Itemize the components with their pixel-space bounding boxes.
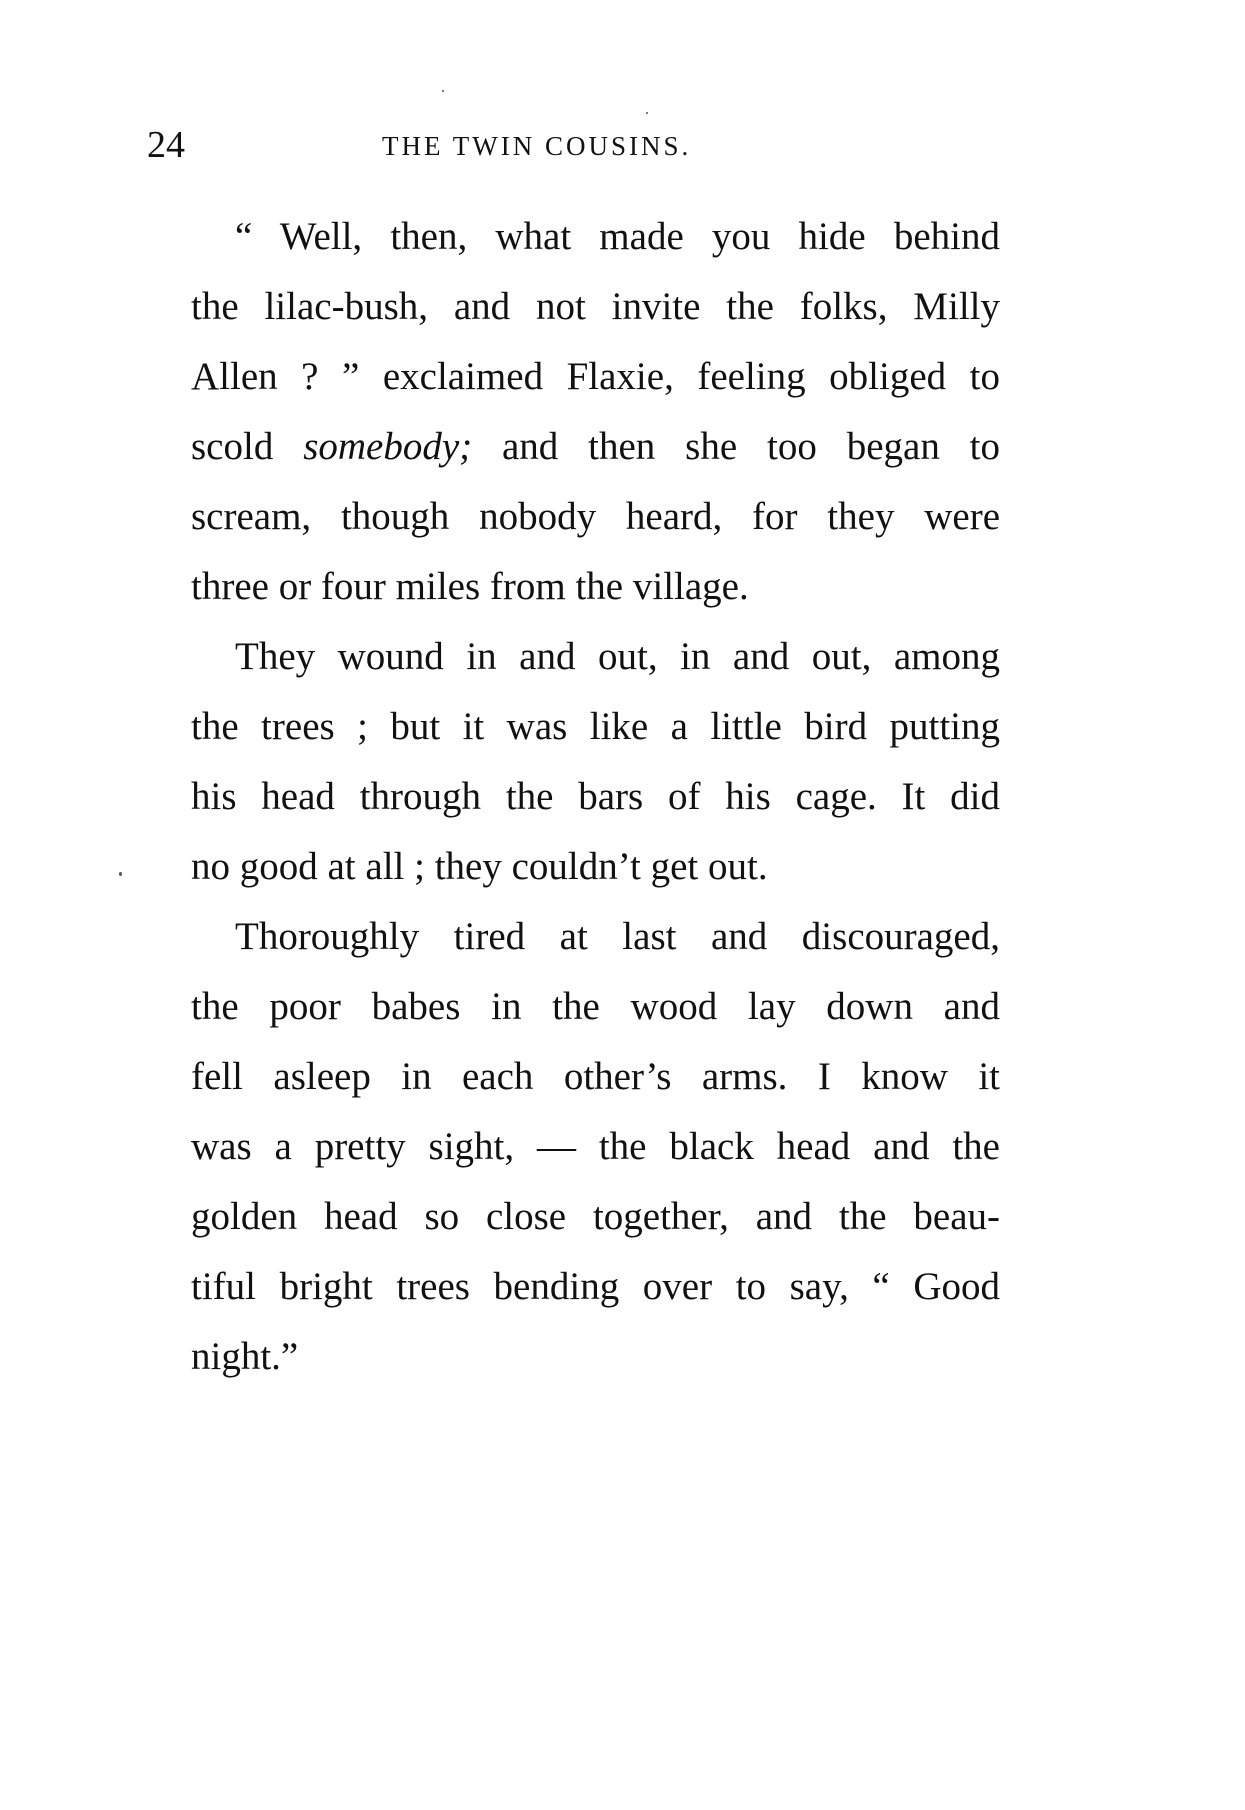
text-line: night.” — [191, 1335, 299, 1378]
text-line — [147, 412, 1000, 482]
print-speck — [119, 872, 122, 876]
text-run: and then she too began to — [472, 425, 1001, 468]
paragraph-3 — [147, 902, 1000, 1392]
text-line: They wound in and out, in and out, among — [235, 635, 1000, 678]
print-speck — [442, 90, 444, 92]
paragraph-2 — [147, 622, 1000, 902]
text-line: tiful bright trees bending over to say, “ Good — [191, 1265, 1000, 1308]
text-line: the lilac-bush, and not invite the folks, Milly — [191, 285, 1000, 328]
text-line: scream, though nobody heard, for they were — [191, 495, 1000, 538]
running-head — [147, 120, 1000, 170]
text-line: “ Well, then, what made you hide behind — [235, 215, 1000, 258]
text-line: his head through the bars of his cage. It did — [191, 775, 1000, 818]
text-line: golden head so close together, and the beau- — [191, 1195, 1000, 1238]
text-line: three or four miles from the village. — [191, 565, 749, 608]
running-title: THE TWIN COUSINS. — [382, 131, 692, 161]
paragraph-1 — [147, 202, 1000, 622]
text-line: Allen ? ” exclaimed Flaxie, feeling obliged to — [191, 355, 1000, 398]
text-line: fell asleep in each other’s arms. I know it — [191, 1055, 1000, 1098]
text-run: scold — [191, 425, 304, 468]
body-text — [147, 202, 1000, 1392]
text-line: was a pretty sight, — the black head and the — [191, 1125, 1000, 1168]
text-line: the trees ; but it was like a little bird putting — [191, 705, 1000, 748]
text-line: the poor babes in the wood lay down and — [191, 985, 1000, 1028]
page-number: 24 — [147, 124, 185, 166]
print-speck — [646, 112, 648, 114]
text-line: no good at all ; they couldn’t get out. — [191, 845, 768, 888]
text-line: Thoroughly tired at last and discouraged, — [235, 915, 1000, 958]
italic-emphasis: somebody; — [303, 425, 473, 468]
